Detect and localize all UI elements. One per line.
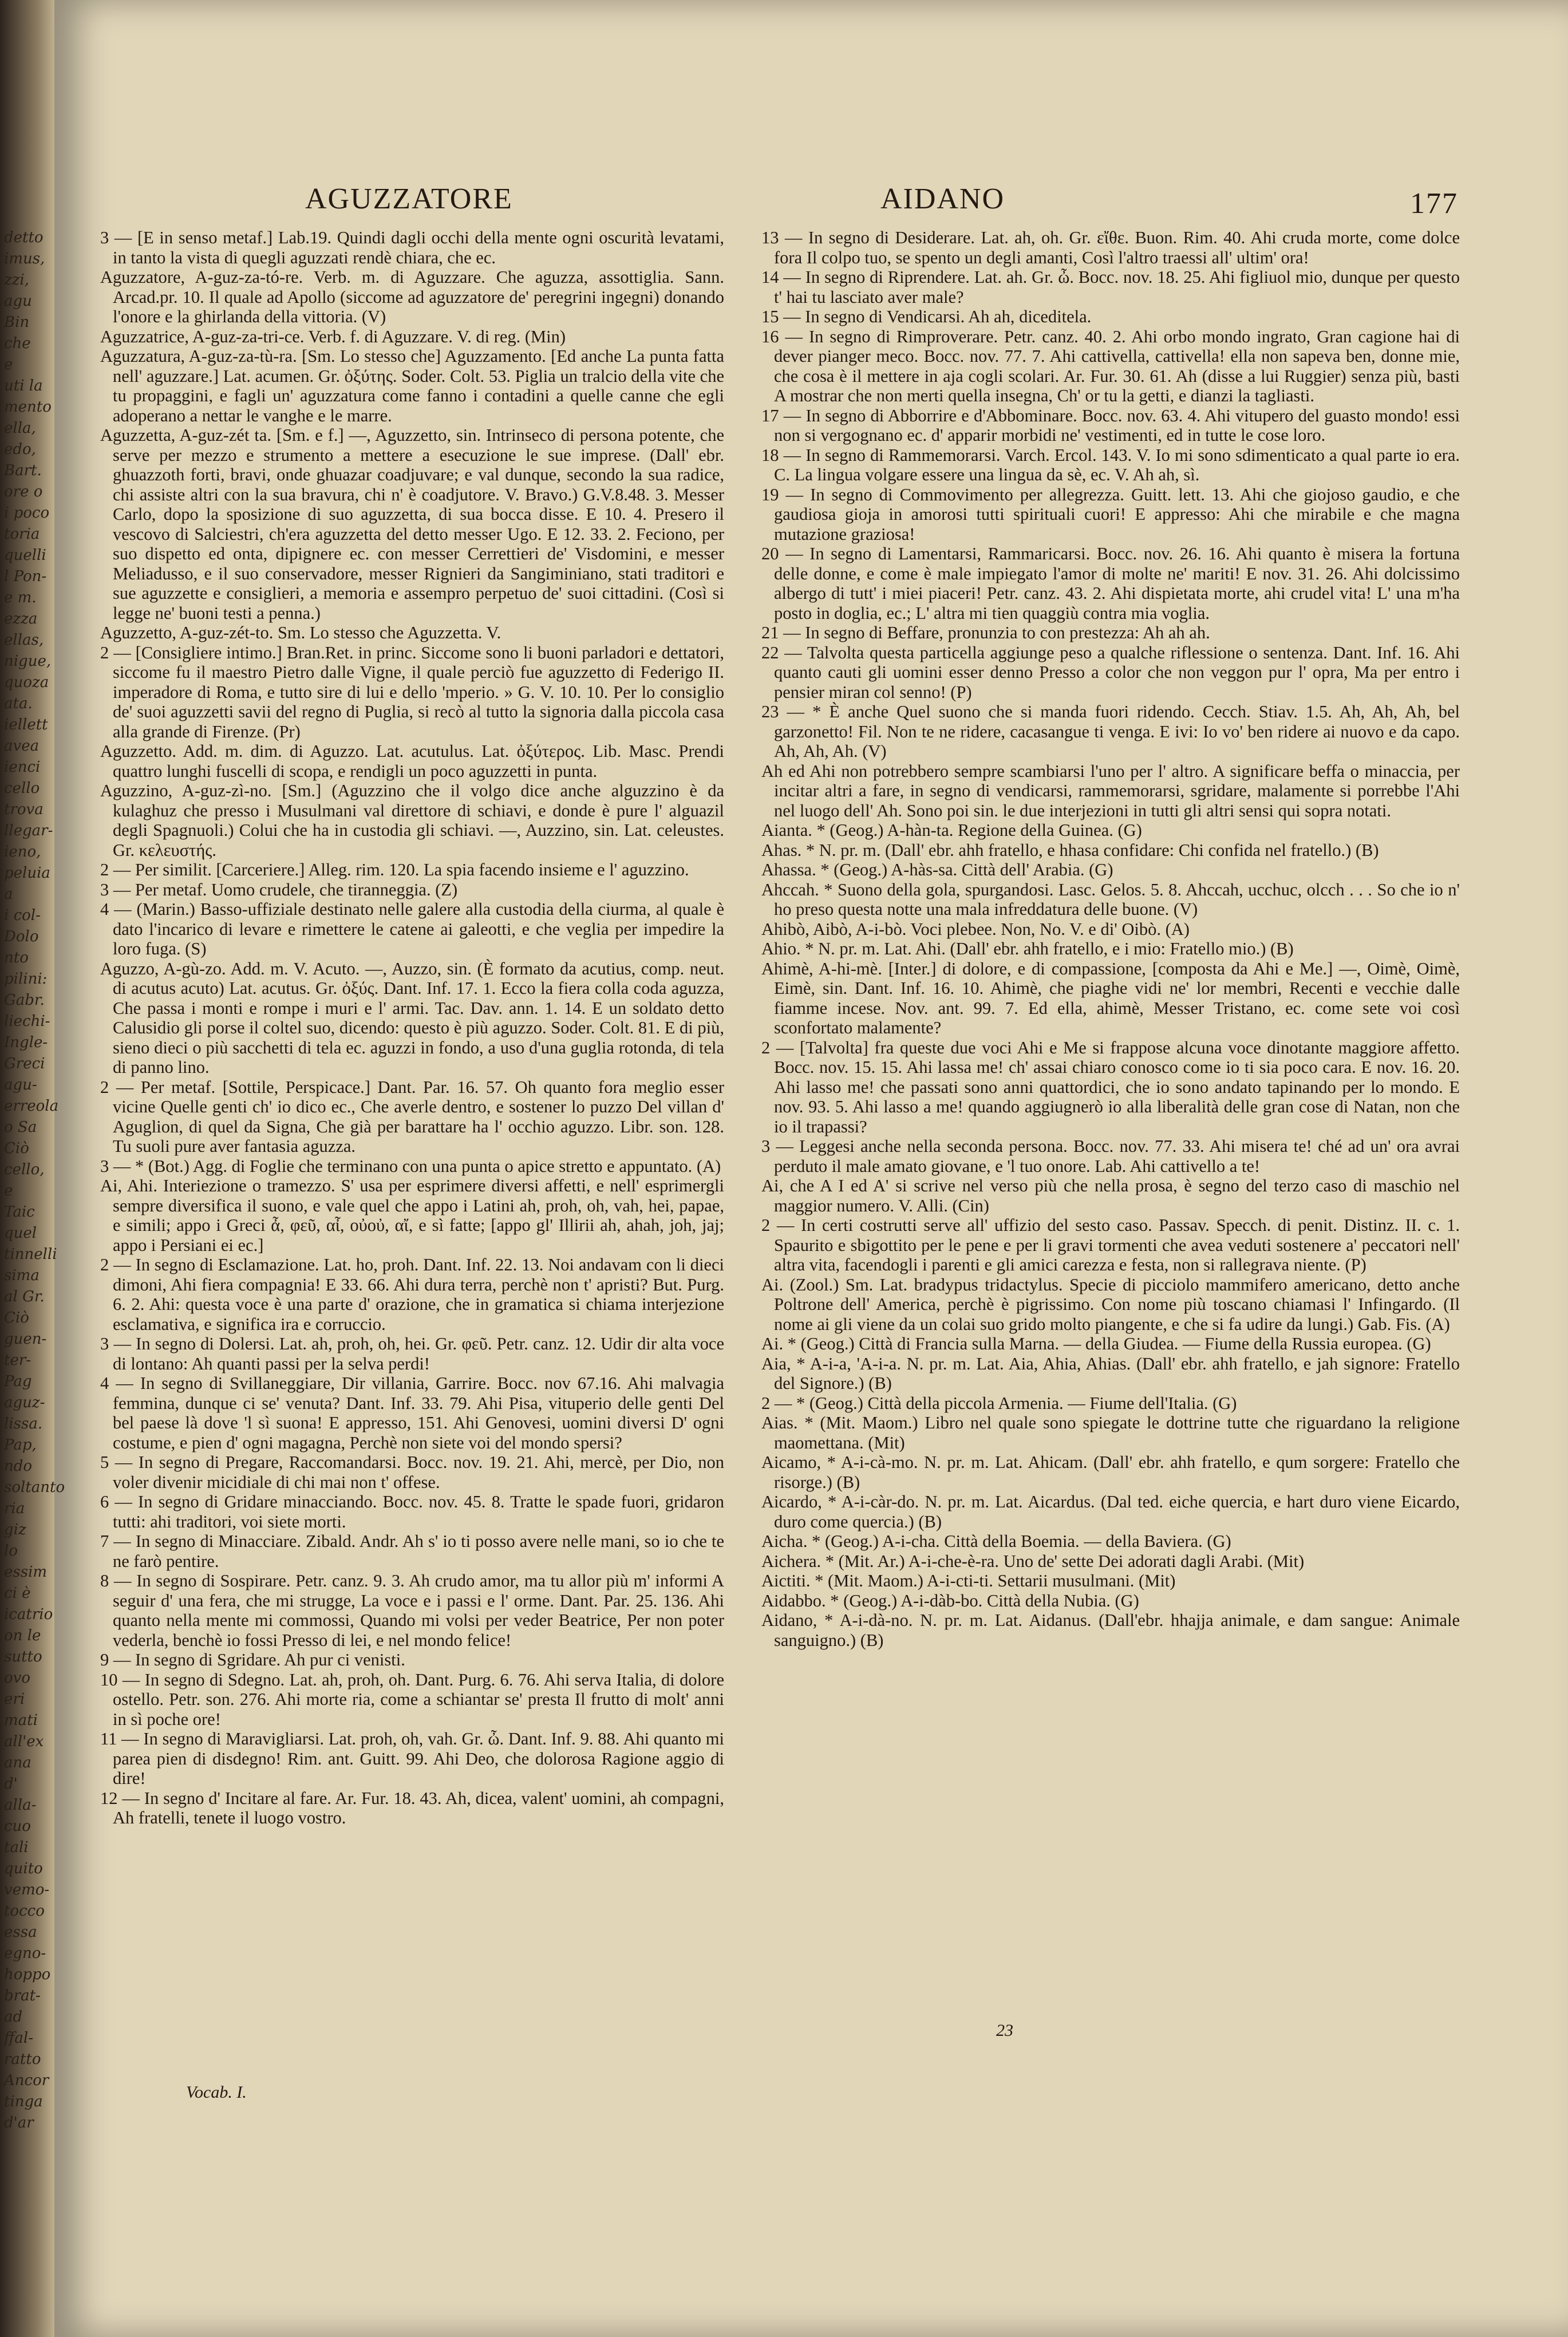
dictionary-entry: Ah ed Ahi non potrebbero sempre scambiarsi l'uno per l' altro. A significare beffa o minaccia, per incitar altri a fare, in segno di vendicarsi, rammemorarsi, sgridare, malamente si porrebbe l'Ahi nel luogo dell' Ah. Sono poi sin. le due interjezioni in tutti gli altri sensi qui sopra notati.	[761, 761, 1460, 820]
dictionary-entry: 19 — In segno di Commovimento per allegrezza. Guitt. lett. 13. Ahi che giojoso gaudio, e che gaudiosa gioja in amorosi tutti spirituali cuori! E appresso: Ahi che mirabile e che magna mutazione graziosa!	[761, 484, 1460, 544]
margin-fragment: cello,	[4, 1161, 45, 1178]
margin-fragment: ndo	[4, 1458, 33, 1475]
margin-fragment: guen-	[4, 1331, 47, 1348]
margin-fragment: quito	[4, 1860, 43, 1877]
dictionary-entry: 22 — Talvolta questa particella aggiunge peso a qualche riflessione o sentenza. Dant. Inf. 16. Ahi quanto cauti gli uomini esser denno Presso a color che non veggon pur l' opra, Ma per entro i pensier miran col senno! (P)	[761, 642, 1460, 702]
margin-fragment: edo,	[4, 441, 36, 458]
dictionary-entry: 3 — In segno di Dolersi. Lat. ah, proh, oh, hei. Gr. φεῦ. Petr. canz. 12. Udir dir alta voce di lontano: Ah quanti passi per la selva perdi!	[100, 1334, 724, 1373]
margin-fragment: Bart.	[4, 462, 42, 479]
dictionary-entry: 4 — In segno di Svillaneggiare, Dir villania, Garrire. Bocc. nov 67.16. Ahi malvagia femmina, dunque ci se' venuta? Dant. Inf. 33. 79. Ahi Pisa, vituperio delle genti Del bel paese là dove 'l sì suona! E appresso, 151. Ahi Genovesi, uomini diversi D' ogni costume, e pien d' ogni magagna, Perchè non siete voi del mondo spersi?	[100, 1373, 724, 1452]
margin-fragment: brat-	[4, 1987, 41, 2004]
margin-fragment: e	[4, 356, 13, 373]
margin-fragment: d'	[4, 1775, 18, 1793]
dictionary-entry: 23 — * È anche Quel suono che si manda fuori ridendo. Cecch. Stiav. 1.5. Ah, Ah, Ah, bel garzonetto! Fil. Non te ne ridere, cacasangue ti venga. E ivi: Io vo' ben ridere ai nuovo e da capo. Ah, Ah, Ah. (V)	[761, 702, 1460, 761]
dictionary-entry: 3 — Per metaf. Uomo crudele, che tiranneggia. (Z)	[100, 879, 458, 899]
margin-fragment: ienci	[4, 759, 41, 776]
margin-fragment: nto	[4, 949, 29, 966]
gathering-mark: 23	[996, 2021, 1013, 2040]
margin-fragment: i poco	[4, 504, 50, 522]
dictionary-entry: 13 — In segno di Desiderare. Lat. ah, oh. Gr. εἴθε. Buon. Rim. 40. Ahi cruda morte, come dolce fora Il colpo tuo, se spento un degli amanti, Così l'altro traessi all' ultim' ora!	[761, 228, 1460, 267]
right-column-header: AIDANO	[880, 183, 1005, 215]
margin-fragment: tinnelli	[4, 1246, 57, 1263]
dictionary-entry: 6 — In segno di Gridare minacciando. Bocc. nov. 45. 8. Tratte le spade fuori, gridaron tutti: ahi traditori, voi siete morti.	[100, 1492, 724, 1531]
dictionary-entry: 3 — [E in senso metaf.] Lab.19. Quindi dagli occhi della mente ogni oscurità levatami, in tanto la vista di quegli aguzzati rendè chiara, che ec.	[100, 228, 724, 267]
margin-fragment: sima	[4, 1267, 40, 1284]
page-number: 177	[1410, 187, 1458, 220]
margin-fragment: essim	[4, 1564, 48, 1581]
margin-fragment: essa	[4, 1924, 37, 1941]
margin-fragment: liechi-	[4, 1013, 50, 1030]
dictionary-entry: Aicardo, * A-i-càr-do. N. pr. m. Lat. Aicardus. (Dal ted. eiche quercia, e hart duro viene Eicardo, duro come quercia.) (B)	[761, 1492, 1460, 1531]
dictionary-entry: 11 — In segno di Maravigliarsi. Lat. proh, oh, vah. Gr. ὦ. Dant. Inf. 9. 88. Ahi quanto mi parea pien di disdegno! Rim. ant. Guitt. 99. Ahi Deo, che dolorosa Ragione aggio di dire!	[100, 1729, 724, 1788]
dictionary-entry: Ahassa. * (Geog.) A-hàs-sa. Città dell' Arabia. (G)	[761, 860, 1113, 879]
margin-fragment: l Pon-	[4, 568, 47, 585]
margin-fragment: eri	[4, 1691, 25, 1708]
margin-fragment: quelli	[4, 547, 46, 564]
margin-fragment: iellett	[4, 716, 48, 733]
dictionary-entry: 2 — In segno di Esclamazione. Lat. ho, proh. Dant. Inf. 22. 13. Noi andavam con li dieci dimoni, Ahi fiera compagnia! E 33. 66. Ahi dura terra, perchè non t' apristi? But. Purg. 6. 2. Ahi: questa voce è una parte d' orazione, che in gramatica si chiama interjezione esclamativa, e significa ira e corruccio.	[100, 1255, 724, 1334]
dictionary-entry: Ahas. * N. pr. m. (Dall' ebr. ahh fratello, e hhasa confidare: Chi confida nel fratello.) (B)	[761, 840, 1379, 860]
margin-fragment: Ciò	[4, 1140, 29, 1157]
margin-fragment: ria	[4, 1500, 25, 1517]
margin-fragment: ffal-	[4, 2030, 34, 2047]
margin-fragment: che	[4, 335, 31, 352]
dictionary-entry: Aianta. * (Geog.) A-hàn-ta. Regione della Guinea. (G)	[761, 820, 1142, 840]
margin-fragment: ratto	[4, 2051, 41, 2068]
dictionary-entry: 2 — Per metaf. [Sottile, Perspicace.] Dant. Par. 16. 57. Oh quanto fora meglio esser vicine Quelle genti ch' io dico ec., Che averle dentro, e sostener lo puzzo Del villan d' Aguglion, di quel da Signa, Che già per barattare ha l' occhio aguzzo. Libr. son. 128. Tu suoli pure aver fantasia aguzza.	[100, 1077, 724, 1156]
dictionary-entry: Aias. * (Mit. Maom.) Libro nel quale sono spiegate le dottrine tutte che riguardano la religione maomettana. (Mit)	[761, 1413, 1460, 1452]
margin-fragment: Taic	[4, 1203, 35, 1221]
dictionary-entry: Aguzzetto. Add. m. dim. di Aguzzo. Lat. acutulus. Lat. ὀξύτερος. Lib. Masc. Prendi quattro lunghi fuscelli di scopa, e rendigli un poco aguzzetti in punta.	[100, 741, 724, 781]
margin-fragment: toria	[4, 526, 40, 543]
dictionary-entry: 3 — Leggesi anche nella seconda persona. Bocc. nov. 77. 33. Ahi misera te! ché ad un' ora avrai perduto il male amato giovane, e 'l tuo onore. Lab. Ahi cattivello a te!	[761, 1136, 1460, 1176]
margin-fragment: ore o	[4, 483, 43, 500]
dictionary-page	[4, 0, 1568, 2337]
margin-fragment: cuo	[4, 1818, 31, 1835]
margin-fragment: ana	[4, 1754, 31, 1771]
dictionary-entry: 2 — * (Geog.) Città della piccola Armenia. — Fiume dell'Italia. (G)	[761, 1393, 1237, 1413]
margin-fragment: tinga	[4, 2093, 43, 2110]
margin-fragment: all'ex	[4, 1733, 44, 1750]
margin-fragment: Gabr.	[4, 992, 45, 1009]
dictionary-entry: 3 — * (Bot.) Agg. di Foglie che terminano con una punta o apice stretto e appuntato. (A)	[100, 1156, 721, 1176]
dictionary-entry: 2 — In certi costrutti serve all' uffizio del sesto caso. Passav. Specch. di penit. Distinz. II. c. 1. Spaurito e sbigottito per le pene e per li gravi tormenti che avea veduti sostenere a' peccatori nell' altra vita, facendogli i parenti e gli amici carezza e festa, non si rallegrava niente. (P)	[761, 1215, 1460, 1274]
dictionary-entry: Aia, * A-i-a, 'A-i-a. N. pr. m. Lat. Aia, Ahia, Ahias. (Dall' ebr. ahh fratello, e jah signore: Fratello del Signore.) (B)	[761, 1353, 1460, 1393]
margin-fragment: Ingle-	[4, 1034, 48, 1051]
right-column	[761, 228, 1460, 1650]
margin-fragment: on le	[4, 1627, 41, 1644]
left-column-header: AGUZZATORE	[305, 183, 513, 215]
margin-fragment: a	[4, 886, 13, 903]
dictionary-entry: 18 — In segno di Rammemorarsi. Varch. Ercol. 143. V. Io mi sono sdimenticato a qual parte io era. C. La lingua volgare essere una lingua da sè, ec. V. Ah ah, sì.	[761, 445, 1460, 484]
dictionary-entry: Aguzzatura, A-guz-za-tù-ra. [Sm. Lo stesso che] Aguzzamento. [Ed anche La punta fatta nell' aguzzare.] Lat. acumen. Gr. ὀξύτης. Soder. Colt. 53. Piglia un tralcio della vite che tu propaggini, e fagli un' aguzzatura come fanno i contadini a quelle canne che egli adoperano a nettar le vanghe e le marre.	[100, 346, 724, 425]
margin-fragment: aguz-	[4, 1394, 45, 1411]
dictionary-entry: 21 — In segno di Beffare, pronunzia to con prestezza: Ah ah ah.	[761, 623, 1210, 642]
margin-fragment: zzi,	[4, 271, 29, 289]
margin-fragment: pilini:	[4, 970, 48, 988]
dictionary-entry: Ai. * (Geog.) Città di Francia sulla Marna. — della Giudea. — Fiume della Russia europea. (G)	[761, 1334, 1431, 1353]
dictionary-entry: 7 — In segno di Minacciare. Zibald. Andr. Ah s' io ti posso avere nelle mani, so io che te ne farò pentire.	[100, 1531, 724, 1571]
margin-fragment: quoza	[4, 674, 49, 691]
margin-fragment: avea	[4, 737, 40, 755]
dictionary-entry: Aguzzetta, A-guz-zét ta. [Sm. e f.] —, Aguzzetto, sin. Intrinseco di persona potente, che serve per mezzo e strumento a mettere a esecuzione le sue imprese. (Dall' ebr. ghuazzoth forti, bravi, onde ghuazar coadjuvare; e val dunque, secondo la sua radice, chi assiste altri con la sua bravura, chi n' è coadjutore. V. Bravo.) G.V.8.48. 3. Messer Carlo, dopo la sposizione di suo aguzzetta, di sua bocca disse. E 10. 4. Presero il vescovo di Salciestri, ch'era aguzzetta del detto messer Ugo. E 12. 33. 2. Feciono, per suo dispetto ed onta, dipignere ec. con messer Cerrettieri de' Visdomini, e messer Meliadusso, e il suo conservadore, messer Rignieri da Sangiminiano, stati traditori e sue aguzzette e consiglieri, a memoria e assempro perpetuo de' suoi cittadini. (Così si legge ne' buoni testi a penna.)	[100, 425, 724, 623]
dictionary-entry: Aictiti. * (Mit. Maom.) A-i-cti-ti. Settarii musulmani. (Mit)	[761, 1571, 1176, 1590]
dictionary-entry: 12 — In segno d' Incitare al fare. Ar. Fur. 18. 43. Ah, dicea, valent' uomini, ah compagni, Ah fratelli, tenete il luogo vostro.	[100, 1788, 724, 1827]
margin-fragment: lissa.	[4, 1415, 43, 1432]
dictionary-entry: Aichera. * (Mit. Ar.) A-i-che-è-ra. Uno de' sette Dei adorati dagli Arabi. (Mit)	[761, 1551, 1305, 1571]
margin-fragment: ellas,	[4, 631, 44, 649]
dictionary-entry: Aidano, * A-i-dà-no. N. pr. m. Lat. Aidanus. (Dall'ebr. hhajja animale, e dam sangue: Animale sanguigno.) (B)	[761, 1610, 1460, 1650]
dictionary-entry: 5 — In segno di Pregare, Raccomandarsi. Bocc. nov. 19. 21. Ahi, mercè, per Dio, non voler divenir micidiale di chi mai non t' offese.	[100, 1452, 724, 1492]
margin-fragment: trova	[4, 801, 44, 818]
margin-fragment: ovo	[4, 1669, 30, 1687]
margin-fragment: llegar-	[4, 822, 53, 839]
volume-signature: Vocab. I.	[186, 2083, 247, 2102]
dictionary-entry: 16 — In segno di Rimproverare. Petr. canz. 40. 2. Ahi orbo mondo ingrato, Gran cagione hai di dever pianger meco. Bocc. nov. 77. 7. Ahi cattivella, cattivella! ella non sapeva ben, donne mie, che cosa è il mettere in aja cogli scolari. Ar. Fur. 30. 61. Ah (disse a lui Ruggier) senza più, basti A mostrar che non merti quella insegna, Ch' or tu la getti, e dianzi la tagliasti.	[761, 326, 1460, 405]
dictionary-entry: Ahio. * N. pr. m. Lat. Ahi. (Dall' ebr. ahh fratello, e i mio: Fratello mio.) (B)	[761, 939, 1294, 958]
dictionary-entry: Aicha. * (Geog.) A-i-cha. Città della Boemia. — della Baviera. (G)	[761, 1531, 1231, 1551]
margin-fragment: alla-	[4, 1797, 37, 1814]
dictionary-entry: Ai, che A I ed A' si scrive nel verso più che nella prosa, è segno del terzo caso di maschio nel maggior numero. V. Alli. (Cin)	[761, 1176, 1460, 1215]
margin-fragment: ata.	[4, 695, 33, 712]
dictionary-entry: 2 — [Talvolta] fra queste due voci Ahi e Me si frappose alcuna voce dinotante maggiore affetto. Bocc. nov. 15. 15. Ahi lassa me! ch' assai chiaro conosco come io ti sia poco cara. E nov. 16. 20. Ahi lasso me! che passati sono anni quattordici, che io sono andato tapinando per lo mondo. E nov. 93. 5. Ahi lasso a me! quando aggiugnerò io alla liberalità delle gran cose di Natan, non che io il trapassi?	[761, 1037, 1460, 1136]
margin-fragment: imus,	[4, 250, 45, 267]
margin-fragment: ad	[4, 2008, 23, 2026]
margin-fragment: ella,	[4, 420, 36, 437]
dictionary-entry: Ahccah. * Suono della gola, spurgandosi. Lasc. Gelos. 5. 8. Ahccah, ucchuc, olcch . . . So che io n' ho preso questa notte una mala infreddatura delle buone. (V)	[761, 879, 1460, 919]
margin-fragment: ter-	[4, 1352, 31, 1369]
margin-fragment: detto	[4, 229, 44, 246]
margin-fragment: lo	[4, 1542, 18, 1560]
margin-fragment: cello	[4, 780, 40, 797]
margin-fragment: peluia	[4, 864, 50, 882]
dictionary-entry: Ai. (Zool.) Sm. Lat. bradypus tridactylus. Specie di picciolo mammifero americano, detto anche Poltrone dell' America, perchè è pigrissimo. Con nome più toscano chiamasi l' Infingardo. (Il nome ai gli viene da un colai suo grido molto piangente, e che si fa udire da lungi.) Gab. Fis. (A)	[761, 1274, 1460, 1334]
margin-fragment: giz	[4, 1521, 26, 1538]
margin-fragment: mati	[4, 1712, 38, 1729]
dictionary-entry: 15 — In segno di Vendicarsi. Ah ah, diceditela.	[761, 307, 1092, 326]
dictionary-entry: 8 — In segno di Sospirare. Petr. canz. 9. 3. Ah crudo amor, ma tu allor più m' informi A seguir d' una fera, che mi strugge, La voce e i passi e l' orme. Dant. Par. 25. 136. Ahi quanto nella mente mi commossi, Quando mi volsi per veder Beatrice, Per non poter vederla, benchè io fossi Presso di lei, e nel mondo felice!	[100, 1571, 724, 1650]
dictionary-entry: Aguzzino, A-guz-zì-no. [Sm.] (Aguzzino che il volgo dice anche alguzzino è da kulaghuz che presso i Musulmani val direttore di schiavi, e donde è pure l' alguazil degli Spagnuoli.) Colui che ha in custodia gli schiavi. —, Auzzino, sin. Lat. celeustes. Gr. κελευστής.	[100, 781, 724, 860]
margin-fragment: o Sa	[4, 1119, 37, 1136]
margin-fragment: agu-	[4, 1076, 37, 1094]
dictionary-entry: 2 — [Consigliere intimo.] Bran.Ret. in princ. Siccome sono li buoni parladori e dettatori, siccome fu il maestro Pietro dalle Vigne, il quale perciò fue aguzzetto di Federigo II. imperadore di Roma, e tutto sire di lui e dello 'mperio. » G. V. 10. 10. Per lo consiglio de' suoi aguzzetti savii del regno di Puglia, si recò al tutto la signoria dalla piccola casa alla grande di Firenze. (Pr)	[100, 642, 724, 741]
dictionary-entry: 14 — In segno di Riprendere. Lat. ah. Gr. ὦ. Bocc. nov. 18. 25. Ahi figliuol mio, dunque per questo t' hai tu lasciato aver male?	[761, 267, 1460, 307]
margin-fragment: Dolo	[4, 928, 39, 945]
margin-fragment: ieno,	[4, 843, 41, 860]
dictionary-entry: 20 — In segno di Lamentarsi, Rammaricarsi. Bocc. nov. 26. 16. Ahi quanto è misera la fortuna delle donne, e come è male impiegato l'amor di molte ne' mariti! E nov. 31. 26. Ahi dolcissimo albergo di tutt' i miei piaceri! Petr. canz. 43. 2. Ahi dispietata morte, ahi crudel vita! L' una m'ha posto in doglia, ec.; L' altra mi tien quaggiù contra mia voglia.	[761, 544, 1460, 623]
left-column	[100, 228, 724, 1828]
margin-fragment: tali	[4, 1839, 29, 1856]
margin-fragment: sutto	[4, 1648, 42, 1665]
margin-fragment: i col-	[4, 907, 41, 924]
margin-fragment: icatrio	[4, 1606, 53, 1623]
dictionary-entry: Ahimè, A-hi-mè. [Inter.] di dolore, e di compassione, [composta da Ahi e Me.] —, Oimè, Oimè, Eimè, sin. Dant. Inf. 16. 10. Ahimè, che piaghe vidi ne' lor membri, Recenti e vecchie dalle fiamme incese. Nov. ant. 99. 7. Ed ella, ahimè, Messer Tristano, ec. come sete voi così sconfortato malamente?	[761, 958, 1460, 1037]
dictionary-entry: 2 — Per similit. [Carceriere.] Alleg. rim. 120. La spia facendo insieme e l' aguzzino.	[100, 860, 689, 879]
margin-fragment: al Gr.	[4, 1288, 45, 1305]
margin-fragment: agu	[4, 293, 32, 310]
dictionary-entry: 17 — In segno di Abborrire e d'Abbominare. Bocc. nov. 63. 4. Ahi vitupero del guasto mondo! essi non si vergognano ec. d' apparir morbidi ne' vestimenti, ed in tutte le cose loro.	[761, 405, 1460, 445]
margin-fragment: quel	[4, 1225, 37, 1242]
margin-fragment: Ancor	[4, 2072, 49, 2089]
dictionary-entry: Aguzzetto, A-guz-zét-to. Sm. Lo stesso che Aguzzetta. V.	[100, 623, 501, 642]
dictionary-entry: 4 — (Marin.) Basso-uffiziale destinato nelle galere alla custodia della ciurma, al quale è dato l'incarico di levare e rimettere le catene ai galeotti, e che veglia per impedire la loro fuga. (S)	[100, 899, 724, 958]
margin-fragment: tocco	[4, 1902, 45, 1920]
margin-fragment: e	[4, 1182, 13, 1199]
margin-fragment: nigue,	[4, 653, 52, 670]
margin-fragment: ezza	[4, 610, 38, 627]
dictionary-entry: Ai, Ahi. Interiezione o tramezzo. S' usa per esprimere diversi affetti, e nell' esprimergli sempre diversifica il suono, e vale quel che appo i Latini ah, proh, oh, vah, hei, papae, e simili; appo i Greci ἆ, φεῦ, αἶ, οὐοὐ, αἴ, e sì fatte; [appo gl' Illirii ah, ahah, joh, jaj; appo i Persiani ei ec.]	[100, 1176, 724, 1255]
margin-fragment: Ciò	[4, 1309, 29, 1327]
margin-fragment: hoppo	[4, 1966, 51, 1983]
margin-fragment: vemo-	[4, 1881, 50, 1898]
margin-fragment: mento	[4, 398, 52, 416]
dictionary-entry: Aidabbo. * (Geog.) A-i-dàb-bo. Città della Nubia. (G)	[761, 1590, 1139, 1610]
dictionary-entry: Aicamo, * A-i-cà-mo. N. pr. m. Lat. Ahicam. (Dall' ebr. ahh fratello, e qum sorgere: Fratello che risorge.) (B)	[761, 1452, 1460, 1492]
margin-fragment: Pag	[4, 1373, 32, 1390]
dictionary-entry: Aguzzo, A-gù-zo. Add. m. V. Acuto. —, Auzzo, sin. (È formato da acutius, comp. neut. di acutus acuto) Lat. acutus. Gr. ὀξύς. Dant. Inf. 17. 1. Ecco la fiera colla coda aguzza, Che passa i monti e rompe i muri e l' armi. Tac. Dav. ann. 1. 14. E un soldato detto Calusidio gli porse il coltel suo, dicendo: questo è più aguzzo. Soder. Colt. 81. E di più, sieno dieci o più sacchetti di tela ec. aguzzi in fondo, a uso d'una guglia rotonda, di tela di panno lino.	[100, 958, 724, 1077]
dictionary-entry: 9 — In segno di Sgridare. Ah pur ci venisti.	[100, 1650, 405, 1669]
margin-fragment: Bin	[4, 314, 30, 331]
margin-fragment: erreola	[4, 1098, 59, 1115]
margin-fragment: egno-	[4, 1945, 46, 1962]
dictionary-entry: Aguzzatore, A-guz-za-tó-re. Verb. m. di Aguzzare. Che aguzza, assottiglia. Sann. Arcad.pr. 10. Il quale ad Apollo (siccome ad aguzzatore de' peregrini ingegni) donando l'onore e la ghirlanda della vittoria. (V)	[100, 267, 724, 326]
margin-fragment: e m.	[4, 589, 37, 606]
margin-fragment: Pap,	[4, 1436, 37, 1454]
margin-fragment: uti la	[4, 377, 43, 394]
margin-fragment: d'ar	[4, 2114, 34, 2131]
dictionary-entry: Ahibò, Aibò, A-i-bò. Voci plebee. Non, No. V. e di' Oibò. (A)	[761, 919, 1190, 939]
margin-fragment: ci è	[4, 1585, 31, 1602]
dictionary-entry: Aguzzatrice, A-guz-za-tri-ce. Verb. f. di Aguzzare. V. di reg. (Min)	[100, 326, 566, 346]
dictionary-entry: 10 — In segno di Sdegno. Lat. ah, proh, oh. Dant. Purg. 6. 76. Ahi serva Italia, di dolore ostello. Petr. son. 276. Ahi morte ria, come a schiantar se' presta Il frutto di molt' anni in sì poche ore!	[100, 1669, 724, 1729]
margin-fragment: Greci	[4, 1055, 45, 1072]
margin-fragment: soltanto	[4, 1479, 65, 1496]
